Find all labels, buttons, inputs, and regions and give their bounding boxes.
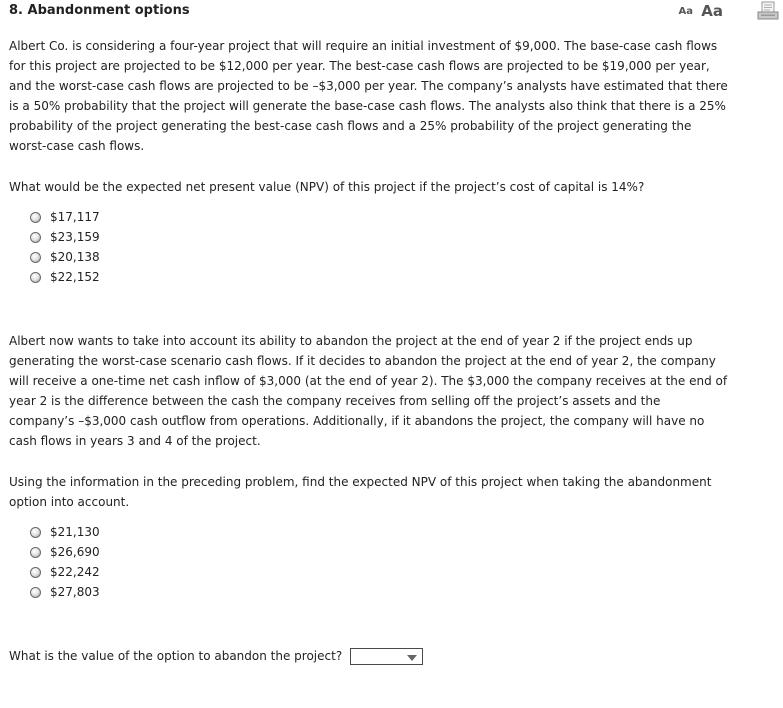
q1-option-3[interactable] xyxy=(30,247,100,267)
q2-option-4[interactable] xyxy=(30,582,100,602)
question-header xyxy=(9,3,779,23)
text-size-large-button[interactable]: Aa xyxy=(701,2,723,20)
intro-paragraph: Albert Co. is considering a four-year project that will require an initial investment of $9,000. The base-case cash flows for this project are projected to be $12,000 per year. The best-case cash flows are projected to be $19,000 per year, and the worst-case cash flows are projected to be –$3,000 per year. The company’s analysts have estimated that there is a 50% probability that the project will generate the base-case cash flows. The analysts also think that there is a 25% probability of the project generating the best-case cash flows and a 25% probability of the project generating the worst-case cash flows. xyxy=(9,39,728,153)
option-label: $23,159 xyxy=(50,230,100,244)
q2-options xyxy=(30,522,100,602)
scenario-paragraph: Albert now wants to take into account its ability to abandon the project at the end of year 2 if the project ends up generating the worst-case scenario cash flows. If it decides to abandon the project at the end of year 2, the company will receive a one-time net cash inflow of $3,000 (at the end of year 2). The $3,000 the company receives at the end of year 2 is the difference between the cash the company receives from selling off the project’s assets and the company’s –$3,000 cash outflow from operations. Additionally, if it abandons the project, the company will have no cash flows in years 3 and 4 of the project. xyxy=(9,334,728,448)
text-size-small-button[interactable]: Aa xyxy=(678,6,693,17)
q1-option-4[interactable] xyxy=(30,267,100,287)
option-label: $22,242 xyxy=(50,565,100,579)
radio-button[interactable] xyxy=(30,212,41,223)
radio-button[interactable] xyxy=(30,567,41,578)
radio-button[interactable] xyxy=(30,527,41,538)
chevron-down-icon xyxy=(407,655,417,661)
q2-option-1[interactable] xyxy=(30,522,100,542)
print-icon[interactable] xyxy=(757,1,779,21)
option-label: $21,130 xyxy=(50,525,100,539)
q2-option-3[interactable] xyxy=(30,562,100,582)
radio-button[interactable] xyxy=(30,252,41,263)
option-label: $20,138 xyxy=(50,250,100,264)
q2-prompt: Using the information in the preceding problem, find the expected NPV of this project when taking the abandonment option into account. xyxy=(9,475,712,509)
radio-button[interactable] xyxy=(30,232,41,243)
question-title: 8. Abandonment options xyxy=(9,3,190,18)
option-label: $26,690 xyxy=(50,545,100,559)
q2-option-2[interactable] xyxy=(30,542,100,562)
option-label: $22,152 xyxy=(50,270,100,284)
option-label: $27,803 xyxy=(50,585,100,599)
option-label: $17,117 xyxy=(50,210,100,224)
q1-option-1[interactable] xyxy=(30,207,100,227)
q1-options xyxy=(30,207,100,287)
radio-button[interactable] xyxy=(30,587,41,598)
q3-prompt: What is the value of the option to abandon the project? xyxy=(9,649,343,663)
abandon-option-value-select[interactable] xyxy=(350,648,423,665)
q1-option-2[interactable] xyxy=(30,227,100,247)
radio-button[interactable] xyxy=(30,272,41,283)
q1-prompt: What would be the expected net present value (NPV) of this project if the project’s cost of capital is 14%? xyxy=(9,180,645,194)
radio-button[interactable] xyxy=(30,547,41,558)
